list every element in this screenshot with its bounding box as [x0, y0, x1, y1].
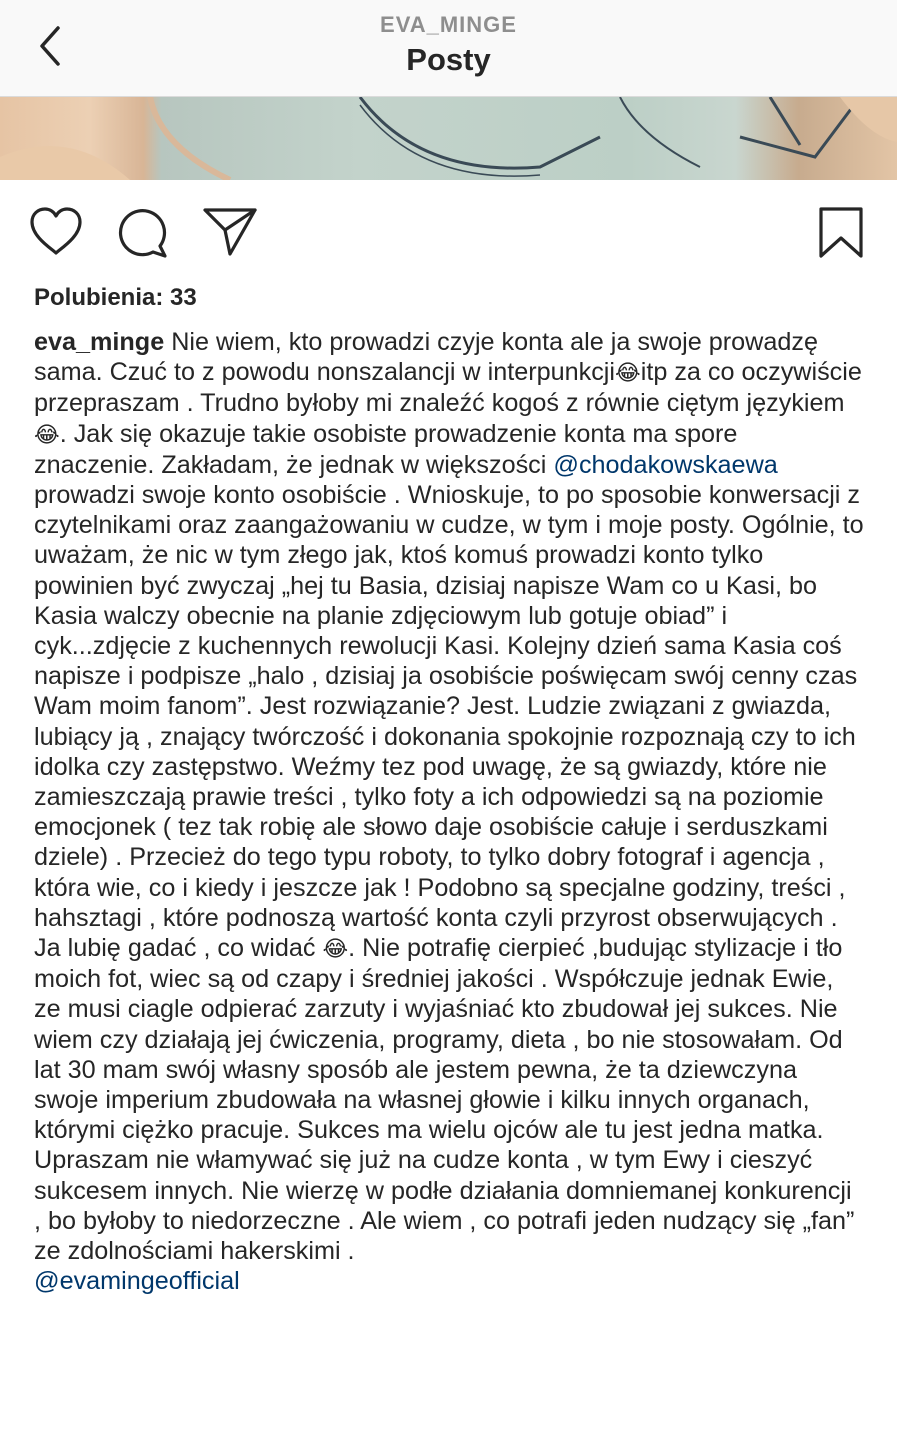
likes-count[interactable]: Polubienia: 33 — [34, 284, 197, 311]
share-button[interactable] — [202, 206, 258, 258]
laughing-emoji-icon: 😂 — [34, 421, 60, 447]
save-button[interactable] — [817, 206, 865, 260]
post-caption — [34, 327, 864, 1297]
post-image[interactable] — [0, 97, 897, 180]
like-button[interactable] — [28, 206, 84, 258]
mention-link[interactable]: @chodakowskaewa — [553, 450, 778, 479]
page-title: Posty — [406, 42, 491, 77]
caption-text-4: prowadzi swoje konto osobiście . Wnioskuje, to po sposobie konwersacji z czytelnikami oraz zaangażowaniu w cudze, w tym i moje posty. Ogólnie, to uważam, że nic w tym złego jak, ktoś komuś prowadzi konto tylko powinien być zwyczaj „hej tu Basia, dzisiaj napisze Wam co u Kasi, bo Kasia walczy obecnie na planie zdjęciowym lub gotuje obiad” i cyk...zdjęcie z kuchennych rewolucji Kasi. Kolejny dzień sama Kasia coś napisze i podpisze „halo , dzisiaj ja osobiście poświęcam swój cenny czas Wam moim fanom”. Jest rozwiązanie? Jest. Ludzie związani z gwiazda, lubiący ją , znający twórczość i dokonania spokojnie rozpoznają czy to ich idolka czy zastępstwo. Weźmy tez pod uwagę, że są gwiazdy, które nie zamieszczają prawie treści , tylko foty a ich odpowiedzi są na poziomie emocjonek ( tez tak robię ale słowo daje osobiście całuje i serduszkami dziele) . Przecież do tego typu roboty, to tylko dobry fotograf i agencja , która wie, co i kiedy i jeszcze jak ! Podobno są specjalne godziny, treści , hahsztagi , które podnoszą wartość konta czyli przyrost obserwujących . Ja lubię gadać , co widać — [34, 481, 864, 963]
caption-text-2: itp za co oczywiście przepraszam . Trudno byłoby mi znaleźć kogoś z równie ciętym językiem — [34, 358, 862, 418]
caption-text-5: . Nie potrafię cierpieć ,budując stylizacje i tło moich fot, wiec są od czapy i średniej jakości . Współczuje jednak Ewie, ze musi ciagle odpierać zarzuty i wyjaśniać kto zbudował jej sukces. Nie wiem czy działają jej ćwiczenia, programy, dieta , bo nie stosowałam. Od lat 30 mam swój własny sposób ale jestem pewna, że ta dziewczyna swoje imperium zbudowała na własnej głowie i kilku innych organach, którymi ciężko pracuje. Sukces ma wielu ojców ale tu jest jedna matka. Upraszam nie włamywać się już na cudze konta , w tym Ewy i cieszyć sukcesem innych. Nie wierzę w podłe działania domniemanej konkurencji , bo byłoby to niedorzeczne . Ale wiem , co potrafi jeden nudzący się „fan” ze zdolnościami hakerskimi . — [34, 934, 855, 1266]
comment-button[interactable] — [116, 206, 170, 260]
bookmark-icon — [817, 206, 865, 260]
header-username: EVA_MINGE — [380, 12, 517, 37]
send-icon — [202, 206, 258, 258]
caption-text-1: Nie wiem, kto prowadzi czyje konta ale ja swoje prowadzę sama. Czuć to z powodu nonszalancji w interpunkcji — [34, 328, 818, 387]
mention-link[interactable]: @evamingeofficial — [34, 1267, 240, 1296]
comment-icon — [116, 206, 170, 260]
top-nav-bar — [0, 0, 897, 97]
heart-icon — [28, 206, 84, 258]
laughing-emoji-icon: 😂 — [322, 936, 349, 962]
caption-text-3: . Jak się okazuje takie osobiste prowadzenie konta ma spore znaczenie. Zakładam, że jednak w większości — [34, 419, 738, 479]
post-photo-graphic — [0, 97, 897, 180]
caption-username[interactable]: eva_minge — [34, 328, 165, 356]
laughing-emoji-icon: 😂 — [615, 360, 641, 386]
